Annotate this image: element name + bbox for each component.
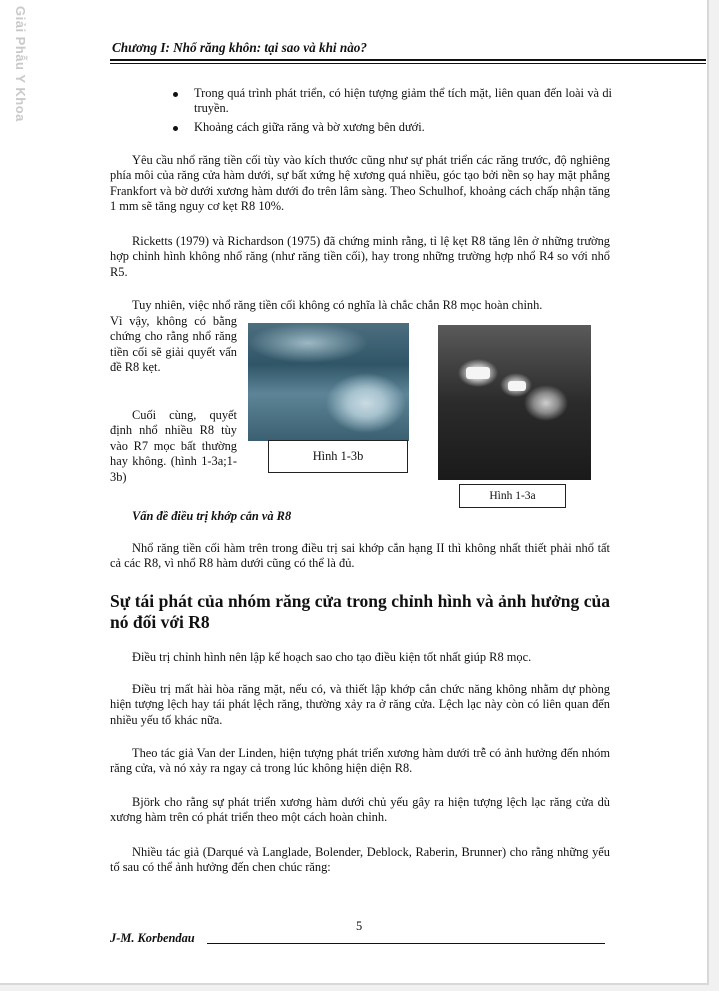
paragraph-wrapped: Cuối cùng, quyết định nhổ nhiều R8 tùy vào R7 mọc bất thường hay không. (hình 1-3a;1-3b) xyxy=(110,408,237,484)
bullet-item: Trong quá trình phát triển, có hiện tượng giảm thể tích mặt, liên quan đến loài và di truyền. xyxy=(172,86,612,117)
figure-caption-1-3a: Hình 1-3a xyxy=(459,484,566,508)
bullet-icon xyxy=(173,92,178,97)
chapter-header: Chương I: Nhổ răng khôn: tại sao và khi nào? xyxy=(112,40,367,55)
section-title: Sự tái phát của nhóm răng cửa trong chỉnh hình và ảnh hưởng của nó đối với R8 xyxy=(110,591,610,632)
paragraph: Điều trị mất hài hòa răng mặt, nếu có, và thiết lập khớp cắn chức năng không nhằm dự phòng hiện tượng lệch hay tái phát lệch răng, thường xảy ra ở răng cửa. Lệch lạc này còn có liên quan đến nhiều yếu tố khác nữa. xyxy=(110,682,610,727)
paragraph-line: Tuy nhiên, việc nhổ răng tiền cối không có nghĩa là chắc chắn R8 mọc hoàn chỉnh. xyxy=(132,298,543,312)
footer-rule xyxy=(207,943,605,944)
page-number: 5 xyxy=(356,919,363,933)
xray-image-1-3a xyxy=(438,325,591,480)
footer-author: J-M. Korbendau xyxy=(110,931,195,945)
subheading: Vấn đề điều trị khớp cắn và R8 xyxy=(132,509,292,523)
xray-image-1-3b xyxy=(248,323,409,441)
bullet-item: Khoảng cách giữa răng và bờ xương bên dưới. xyxy=(172,120,612,135)
paragraph: Björk cho rằng sự phát triển xương hàm dưới chủ yếu gây ra hiện tượng lệch lạc răng cửa dù xương hàm trên có phát triển theo một cách hoàn chỉnh. xyxy=(110,795,610,825)
watermark: Giải Phẫu Y Khoa xyxy=(13,6,28,122)
dental-crown-shape xyxy=(508,381,526,391)
bullet-list xyxy=(172,86,612,138)
header-rule xyxy=(110,59,706,61)
paragraph: Điều trị chỉnh hình nên lập kế hoạch sao cho tạo điều kiện tốt nhất giúp R8 mọc. xyxy=(132,650,532,664)
bullet-icon xyxy=(173,126,178,131)
paragraph-wrapped: Vì vậy, không có bằng chứng cho rằng nhổ răng tiền cối sẽ giải quyết vấn đề R8 kẹt. xyxy=(110,314,237,375)
paragraph: Yêu cầu nhổ răng tiền cối tùy vào kích thước cũng như sự phát triển các răng trước, độ nghiêng phía môi của răng cửa hàm dưới, sự bất xứng hệ xương quá nhiều, góc tạo bởi nền sọ hay mặt phẳng Frankfort và bờ dưới xương hàm dưới đo trên lâm sàng. Theo Schulhof, khoảng cách chấp nhận tăng 1 mm sẽ tăng nguy cơ kẹt R8 10%. xyxy=(110,153,610,214)
header-rule-thin xyxy=(110,63,706,64)
paragraph: Nhổ răng tiền cối hàm trên trong điều trị sai khớp cắn hạng II thì không nhất thiết phải nhổ tất cả các R8, vì nhổ R8 hàm dưới cũng có thể là đủ. xyxy=(110,541,610,571)
paragraph: Nhiều tác giả (Darqué và Langlade, Bolender, Deblock, Raberin, Brunner) cho rằng những yếu tố sau có thể ảnh hưởng đến chen chúc răng: xyxy=(110,845,610,875)
page-shadow-right xyxy=(709,0,719,991)
dental-crown-shape xyxy=(466,367,490,379)
paragraph: Theo tác giả Van der Linden, hiện tượng phát triển xương hàm dưới trễ có ảnh hưởng đến nhóm răng cửa, và nó xảy ra ngay cả trong lúc không hiện diện R8. xyxy=(110,746,610,776)
paragraph: Ricketts (1979) và Richardson (1975) đã chứng minh rằng, tỉ lệ kẹt R8 tăng lên ở những trường hợp chỉnh hình không nhổ răng (như răng tiền cối), hay trong những trường hợp nhổ R4 so với nhổ R5. xyxy=(110,234,610,279)
page-shadow-bottom xyxy=(0,985,719,991)
figure-caption-1-3b: Hình 1-3b xyxy=(268,440,408,473)
